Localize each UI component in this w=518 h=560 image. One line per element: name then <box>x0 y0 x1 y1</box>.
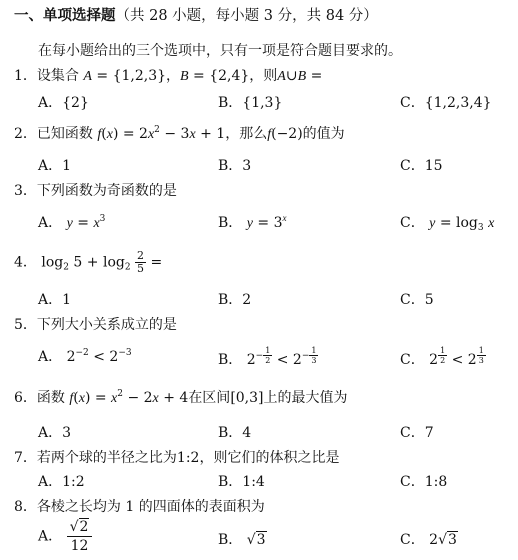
section-title: 一、单项选择题 <box>14 7 116 24</box>
option-a: A． $y = x^3$ <box>38 214 106 231</box>
section-note: （共 28 小题，每小题 3 分，共 84 分） <box>115 8 378 24</box>
option-c: C． 2 $^{\frac{1}{2}}$ < 2 $^{\frac{1}{3}}$ <box>400 346 484 368</box>
option-b: B．2 <box>218 292 252 308</box>
section-header <box>14 4 378 25</box>
question-7: 7．若两个球的半径之比为1:2，则它们的体积之比是 <box>14 450 340 466</box>
question-6: 6．函数 $f(x) = x^2 - 2x + 4$在区间[0,3]上的最大值为 <box>14 389 348 406</box>
question-number: 3． <box>14 183 37 199</box>
option-b: B． $2^{- \frac{1}{2}}$ < $2^{- \frac{1}{3}}$ <box>218 346 317 368</box>
question-8: 8．各棱之长均为 1 的四面体的表面积为 <box>14 499 265 515</box>
option-b: B． $y = 3^x$ <box>218 213 287 231</box>
option-a: A．1 <box>38 158 72 174</box>
question-1: 1．设集合 A = {1,2,3}，B = {2,4}，则A∪B = <box>14 68 323 84</box>
instructions: 在每小题给出的三个选项中，只有一项是符合题目要求的。 <box>38 43 402 59</box>
option-a: A． $2^{-2} < 2^{-3}$ <box>38 348 132 365</box>
question-2: 2．已知函数 $f(x) = 2x^2 - 3x + 1$，那么f(−2)的值为 <box>14 125 345 142</box>
option-b: B．4 <box>218 425 252 441</box>
option-c: C． $y = \log_3 x$ <box>400 215 495 233</box>
option-c: C．{1,2,3,4} <box>400 95 492 111</box>
question-number: 6． <box>14 390 37 406</box>
question-number: 4． <box>14 254 37 271</box>
question-3: 3．下列函数为奇函数的是 <box>14 183 177 199</box>
question-number: 7． <box>14 450 37 466</box>
option-b: B．{1,3} <box>218 95 283 111</box>
option-b: B．1:4 <box>218 474 265 490</box>
option-c: C． 2√3 <box>400 532 457 548</box>
option-c: C．5 <box>400 292 434 308</box>
option-a: A．{2} <box>38 95 89 111</box>
option-b: B．3 <box>218 158 252 174</box>
question-number: 8． <box>14 499 37 515</box>
option-a: A．1:2 <box>38 474 85 490</box>
option-a: A．3 <box>38 425 72 441</box>
option-a: A． $\frac{√2}{12}$ <box>38 518 92 555</box>
question-number: 1． <box>14 68 37 84</box>
option-c: C．1:8 <box>400 474 448 490</box>
option-a: A．1 <box>38 292 72 308</box>
question-number: 5． <box>14 317 37 333</box>
option-c: C．15 <box>400 158 443 174</box>
option-c: C．7 <box>400 425 434 441</box>
question-4: 4． $\log_2 5 + \log_2$ $\frac{2}{5}$ = <box>14 249 163 275</box>
question-5: 5．下列大小关系成立的是 <box>14 317 177 333</box>
option-b: B． √3 <box>218 532 266 548</box>
question-number: 2． <box>14 126 37 142</box>
